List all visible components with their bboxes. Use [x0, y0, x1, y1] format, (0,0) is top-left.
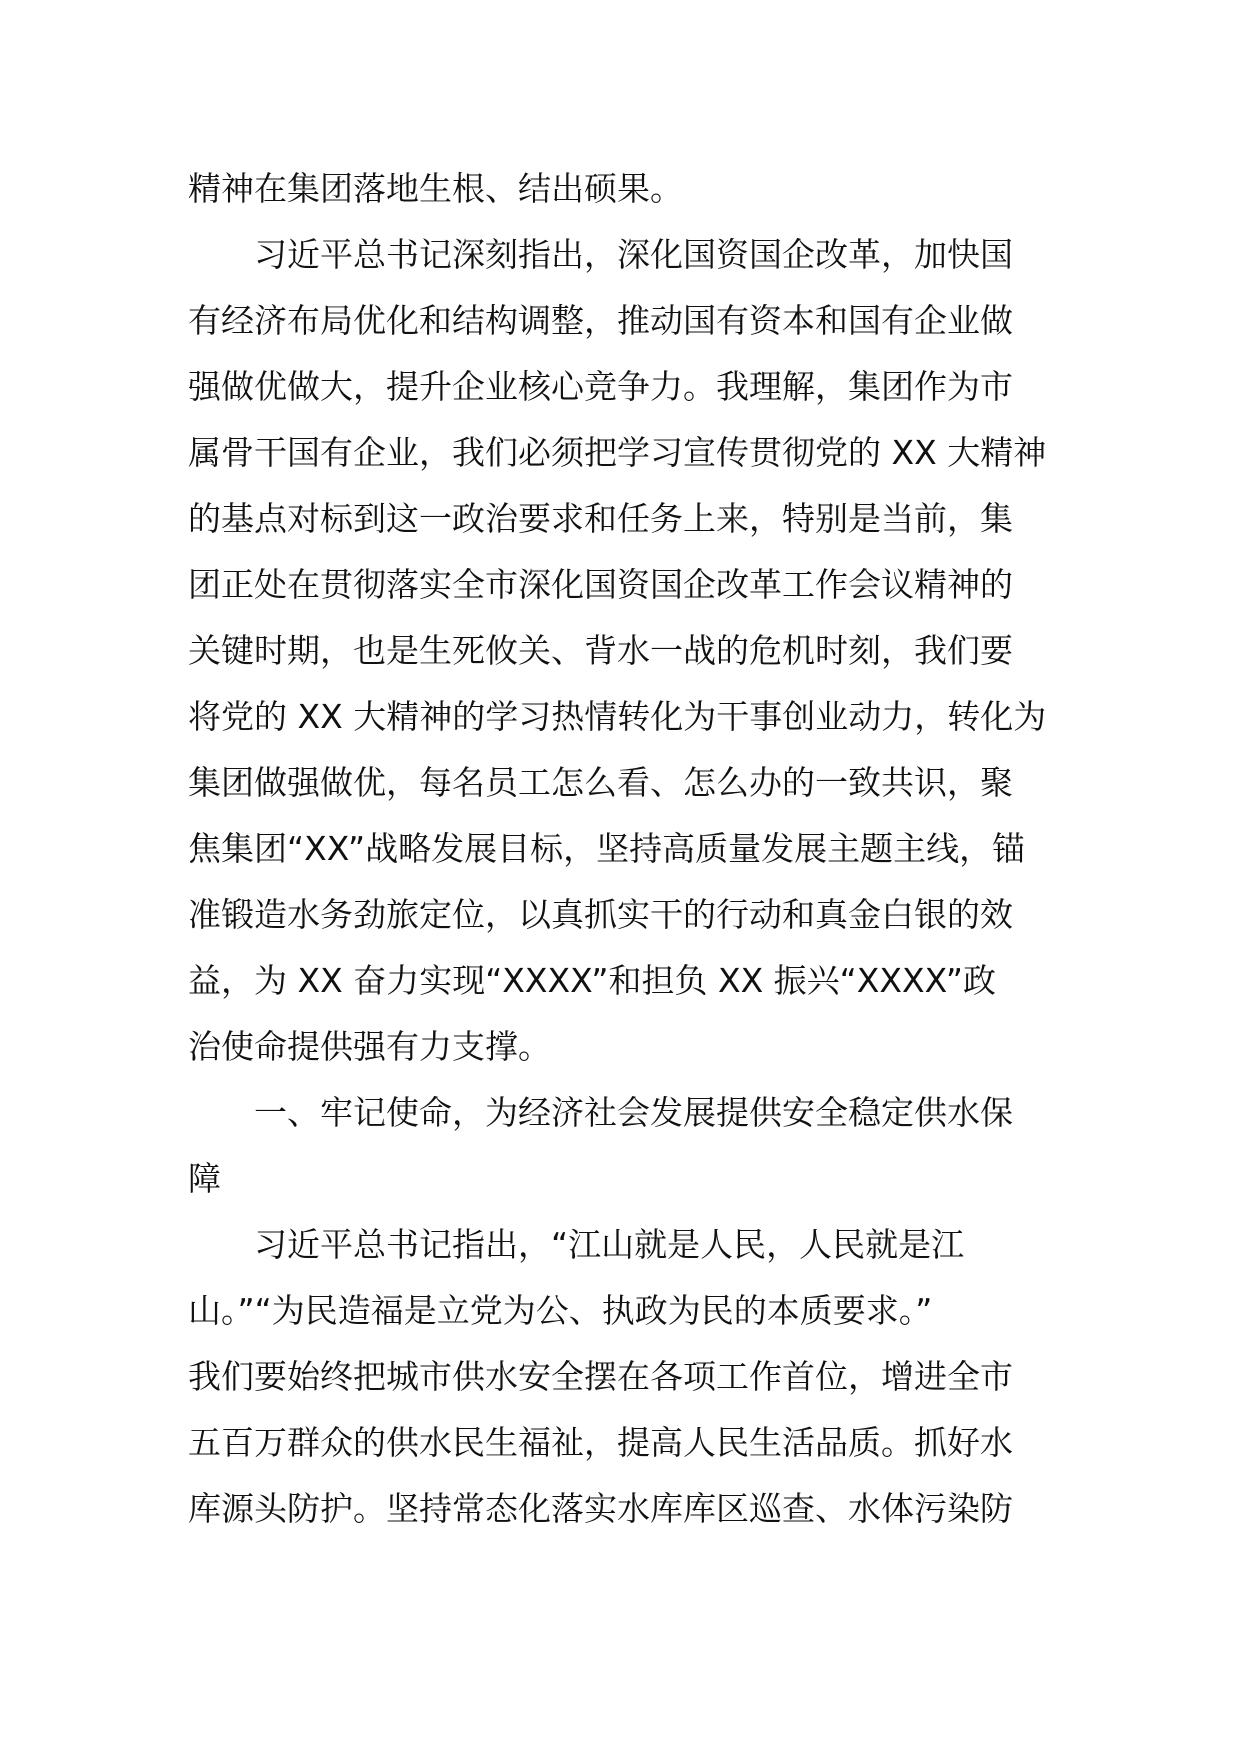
- text-line: 关键时期，也是生死攸关、背水一战的危机时刻，我们要: [188, 631, 1013, 670]
- text-line: 精神在集团落地生根、结出硕果。: [188, 169, 683, 208]
- section-heading: 一、牢记使命，为经济社会发展提供安全稳定供水保: [254, 1093, 1013, 1132]
- text-line: 治使命提供强有力支撑。: [188, 1027, 551, 1066]
- text-line: 我们要始终把城市供水安全摆在各项工作首位，增进全市: [188, 1357, 1013, 1396]
- text-line: 强做优做大，提升企业核心竞争力。我理解，集团作为市: [188, 367, 1013, 406]
- text-line: 准锻造水务劲旅定位，以真抓实干的行动和真金白银的效: [188, 895, 1013, 934]
- document-body: [188, 156, 1060, 1542]
- text-line: 焦集团“XX”战略发展目标，坚持高质量发展主题主线，锚: [188, 829, 1026, 868]
- text-line: 山。”“为民造福是立党为公、执政为民的本质要求。”: [188, 1291, 933, 1330]
- text-line: 属骨干国有企业，我们必须把学习宣传贯彻党的 XX 大精神: [188, 433, 1047, 472]
- text-line: 团正处在贯彻落实全市深化国资国企改革工作会议精神的: [188, 565, 1013, 604]
- text-line: 集团做强做优，每名员工怎么看、怎么办的一致共识，聚: [188, 763, 1013, 802]
- text-line: 益，为 XX 奋力实现“XXXX”和担负 XX 振兴“XXXX”政: [188, 961, 996, 1000]
- paragraph-start-line: 习近平总书记指出，“江山就是人民，人民就是江: [254, 1225, 965, 1264]
- text-line: 有经济布局优化和结构调整，推动国有资本和国有企业做: [188, 301, 1013, 340]
- text-line: 五百万群众的供水民生福祉，提高人民生活品质。抓好水: [188, 1423, 1013, 1462]
- text-line: 的基点对标到这一政治要求和任务上来，特别是当前，集: [188, 499, 1013, 538]
- paragraph-start-line: 习近平总书记深刻指出，深化国资国企改革，加快国: [254, 235, 1013, 274]
- text-line: 将党的 XX 大精神的学习热情转化为干事创业动力，转化为: [188, 697, 1047, 736]
- text-line: 库源头防护。坚持常态化落实水库库区巡查、水体污染防: [188, 1489, 1013, 1528]
- section-heading-continuation: 障: [188, 1159, 221, 1198]
